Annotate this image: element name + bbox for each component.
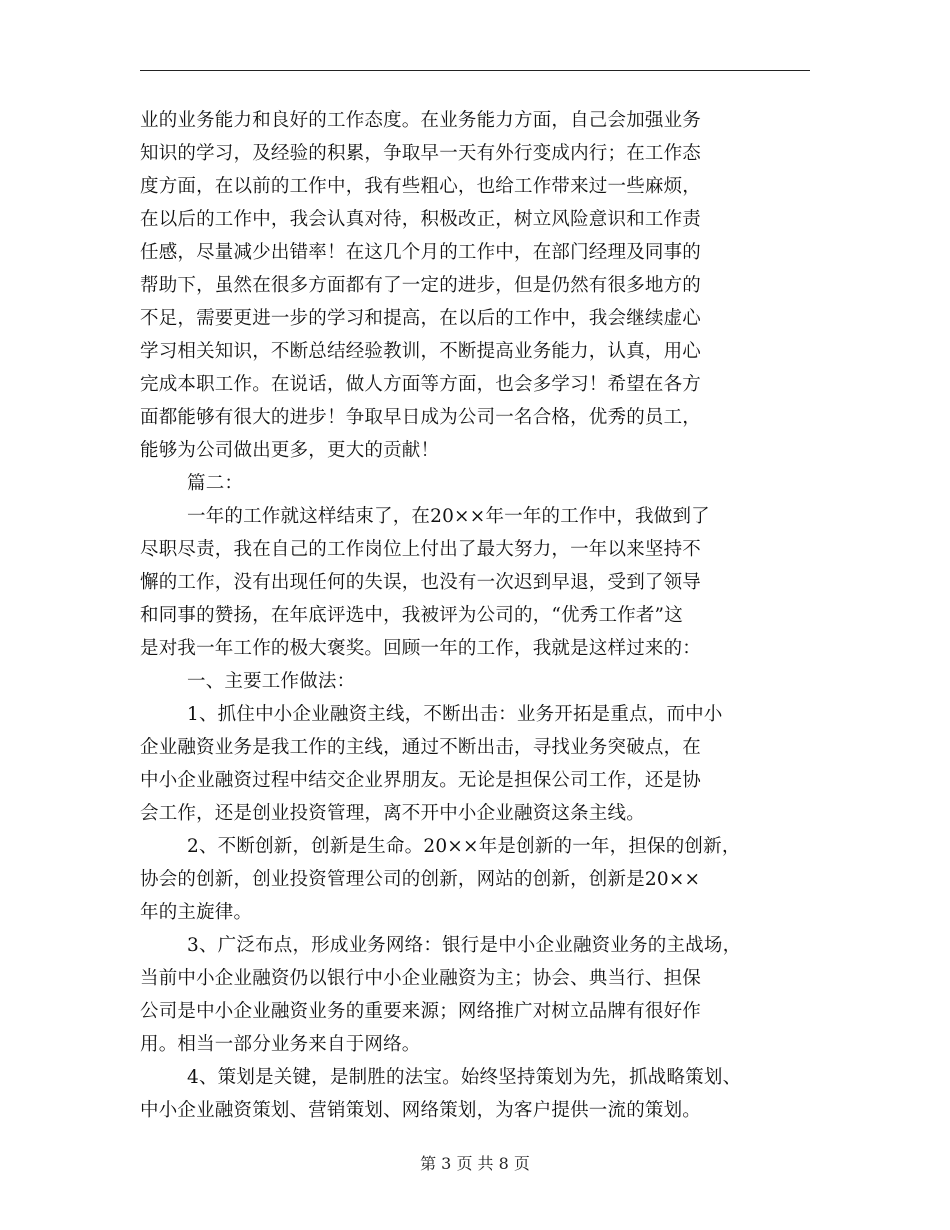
text-line: 帮助下，虽然在很多方面都有了一定的进步，但是仍然有很多地方的	[140, 275, 702, 296]
page-footer: 第 3 页 共 8 页	[420, 1154, 530, 1173]
text-line: 能够为公司做出更多，更大的贡献！	[140, 440, 440, 461]
text-line: 一年的工作就这样结束了，在20××年一年的工作中，我做到了	[187, 506, 710, 527]
text-line: 会工作，还是创业投资管理，离不开中小企业融资这条主线。	[140, 803, 645, 824]
text-line: 懈的工作，没有出现任何的失误，也没有一次迟到早退，受到了领导	[140, 572, 702, 593]
text-line: 知识的学习，及经验的积累，争取早一天有外行变成内行；在工作态	[140, 143, 702, 164]
text-line: 在以后的工作中，我会认真对待，积极改正，树立风险意识和工作责	[140, 209, 702, 230]
text-line: 2、不断创新，创新是生命。20××年是创新的一年，担保的创新，	[187, 836, 741, 857]
text-line: 不足，需要更进一步的学习和提高，在以后的工作中，我会继续虚心	[140, 308, 702, 329]
text-line: 4、策划是关键，是制胜的法宝。始终坚持策划为先，抓战略策划、	[187, 1067, 742, 1088]
text-line: 尽职尽责，我在自己的工作岗位上付出了最大努力，一年以来坚持不	[140, 539, 702, 560]
text-line: 企业融资业务是我工作的主线，通过不断出击，寻找业务突破点，在	[140, 737, 702, 758]
text-line: 是对我一年工作的极大褒奖。回顾一年的工作，我就是这样过来的：	[140, 638, 702, 659]
text-line: 和同事的赞扬，在年底评选中，我被评为公司的，“优秀工作者”这	[140, 605, 683, 626]
text-line: 学习相关知识，不断总结经验教训，不断提高业务能力，认真，用心	[140, 341, 702, 362]
header-rule	[140, 70, 810, 71]
text-line: 中小企业融资策划、营销策划、网络策划，为客户提供一流的策划。	[140, 1100, 702, 1121]
text-line: 度方面，在以前的工作中，我有些粗心，也给工作带来过一些麻烦，	[140, 176, 702, 197]
text-line: 1、抓住中小企业融资主线，不断出击：业务开拓是重点，而中小	[187, 704, 723, 725]
document-body	[140, 104, 830, 1127]
text-line: 当前中小企业融资仍以银行中小企业融资为主；协会、典当行、担保	[140, 968, 702, 989]
text-line: 协会的创新，创业投资管理公司的创新，网站的创新，创新是20××	[140, 869, 701, 890]
text-line: 完成本职工作。在说话，做人方面等方面，也会多学习！希望在各方	[140, 374, 702, 395]
text-line: 用。相当一部分业务来自于网络。	[140, 1034, 421, 1055]
text-line: 公司是中小企业融资业务的重要来源；网络推广对树立品牌有很好作	[140, 1001, 702, 1022]
text-line: 3、广泛布点，形成业务网络：银行是中小企业融资业务的主战场，	[187, 935, 742, 956]
text-line: 任感，尽量减少出错率！在这几个月的工作中，在部门经理及同事的	[140, 242, 702, 263]
text-line: 一、主要工作做法：	[187, 671, 356, 692]
text-line: 年的主旋律。	[140, 902, 253, 923]
text-line: 中小企业融资过程中结交企业界朋友。无论是担保公司工作，还是协	[140, 770, 702, 791]
text-line: 篇二：	[187, 473, 244, 494]
text-line: 业的业务能力和良好的工作态度。在业务能力方面，自己会加强业务	[140, 110, 702, 131]
text-line: 面都能够有很大的进步！争取早日成为公司一名合格，优秀的员工，	[140, 407, 702, 428]
